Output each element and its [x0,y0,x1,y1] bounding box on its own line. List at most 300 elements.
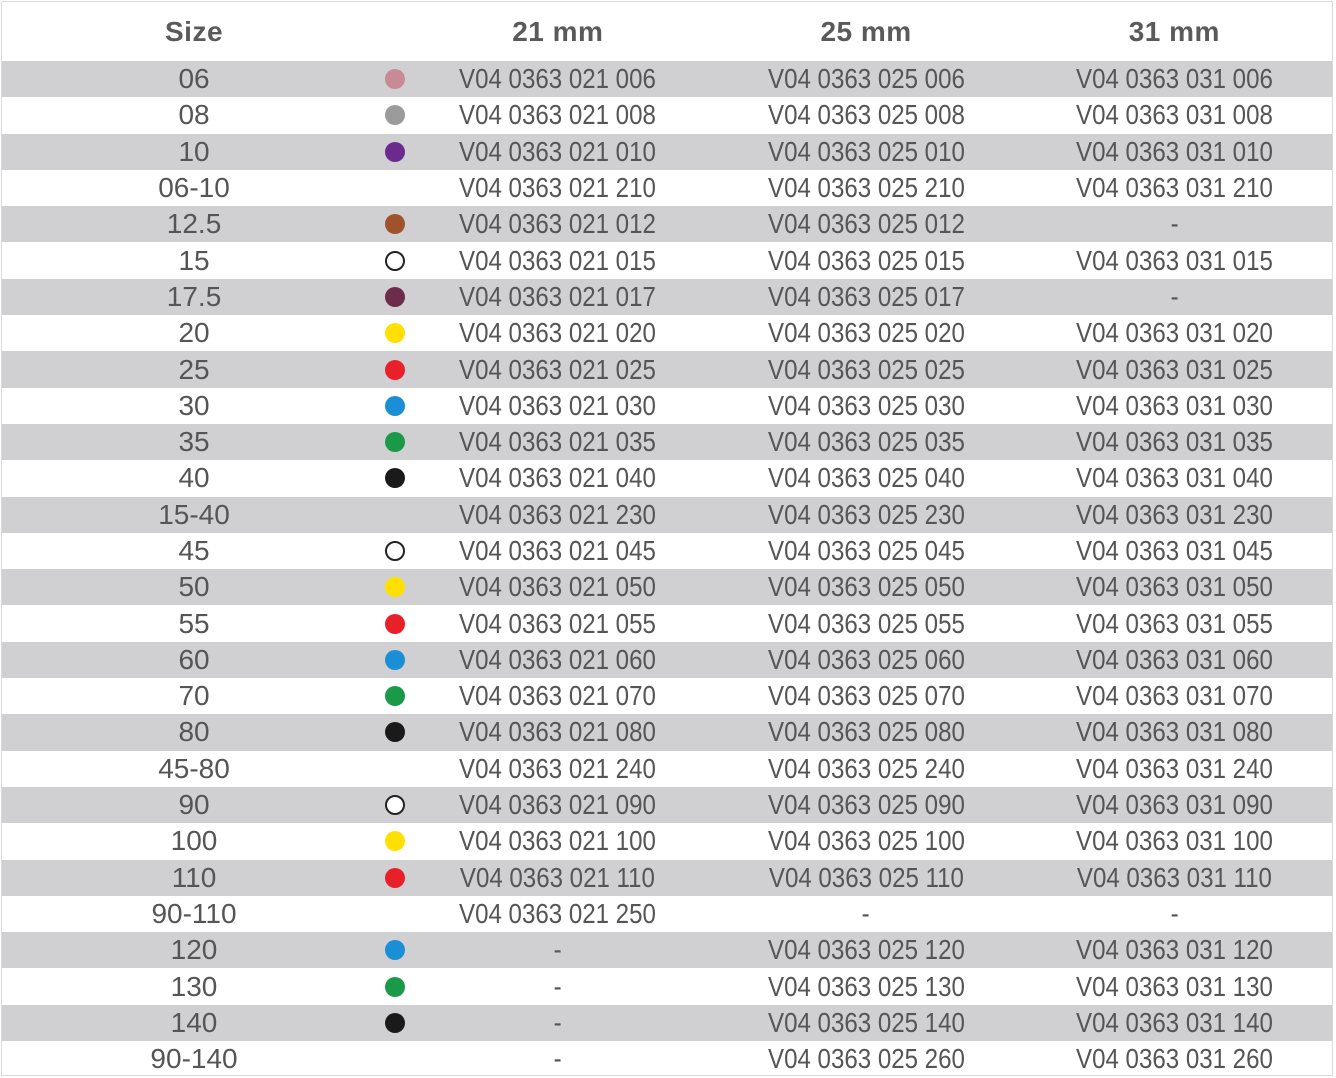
size-value: 100 [170,825,218,857]
article-number: V04 0363 021 012 [459,208,657,240]
code-cell-25mm [715,787,1016,823]
article-number: V04 0363 025 080 [767,716,965,748]
article-number: V04 0363 021 090 [459,789,657,821]
color-dot-icon [385,541,405,561]
article-number: V04 0363 025 110 [768,861,964,893]
size-value: 40 [178,462,210,494]
size-cell [2,388,386,424]
article-number: V04 0363 021 017 [459,280,657,312]
size-cell [2,569,386,605]
size-cell [2,206,386,242]
article-number: V04 0363 025 060 [767,643,965,675]
code-cell-25mm [715,497,1016,533]
code-cell-31mm [1017,896,1332,932]
color-cell [386,134,400,170]
table-row [2,678,1332,714]
size-cell [2,860,386,896]
article-number: V04 0363 021 055 [459,607,657,639]
code-cell-31mm [1017,678,1332,714]
code-cell-21mm [400,61,715,97]
color-dot-icon [385,722,405,742]
color-dot-icon [385,287,405,307]
code-cell-21mm [400,569,715,605]
color-cell [386,751,400,787]
size-cell [2,279,386,315]
size-value: 30 [178,389,210,421]
header-31mm: 31 mm [1128,15,1220,47]
code-cell-25mm [715,242,1016,278]
article-number: V04 0363 025 020 [767,317,965,349]
article-number: V04 0363 025 260 [767,1043,965,1075]
color-cell [386,1005,400,1041]
article-number: V04 0363 031 008 [1075,99,1273,131]
color-dot-icon [385,396,405,416]
code-cell-25mm [715,678,1016,714]
article-number: V04 0363 025 230 [767,498,965,530]
size-cell [2,1041,386,1077]
article-number: V04 0363 031 025 [1075,353,1273,385]
code-cell-31mm [1017,932,1332,968]
article-number: V04 0363 021 210 [459,172,657,204]
size-cell [2,968,386,1004]
header-21mm: 21 mm [512,15,604,47]
code-cell-25mm [715,460,1016,496]
table-row [2,642,1332,678]
article-number: V04 0363 021 030 [459,389,657,421]
article-number: V04 0363 025 070 [767,680,965,712]
code-cell-21mm [400,242,715,278]
code-cell-25mm [715,170,1016,206]
code-cell-31mm [1017,170,1332,206]
table-row [2,896,1332,932]
article-number: V04 0363 025 050 [767,571,965,603]
size-value: 17.5 [166,280,222,312]
code-cell-31mm [1017,388,1332,424]
size-cell [2,714,386,750]
article-number: V04 0363 025 040 [767,462,965,494]
size-value: 10 [178,135,210,167]
color-cell [386,424,400,460]
code-cell-31mm [1017,714,1332,750]
article-number: V04 0363 031 020 [1075,317,1273,349]
article-number: V04 0363 021 230 [459,498,657,530]
color-cell [386,932,400,968]
size-value: 15 [178,244,210,276]
code-cell-25mm [715,424,1016,460]
color-cell [386,823,400,859]
article-number: V04 0363 031 140 [1075,1006,1273,1038]
code-cell-21mm [400,751,715,787]
code-cell-31mm [1017,642,1332,678]
size-value: 06-10 [158,172,230,204]
article-number: V04 0363 021 020 [459,317,657,349]
size-cell [2,642,386,678]
article-number: V04 0363 021 035 [459,426,657,458]
code-cell-21mm [400,206,715,242]
article-number: V04 0363 025 240 [767,752,965,784]
table-row [2,206,1332,242]
header-color [386,2,400,61]
color-dot-icon [385,795,405,815]
table-row [2,61,1332,97]
table-row [2,1005,1332,1041]
color-dot-icon [385,323,405,343]
article-number: V04 0363 031 015 [1075,244,1273,276]
size-cell [2,932,386,968]
color-cell [386,787,400,823]
code-cell-21mm [400,533,715,569]
article-number: - [553,1006,562,1038]
size-value: 110 [171,861,217,893]
size-value: 25 [178,353,210,385]
code-cell-25mm [715,605,1016,641]
code-cell-21mm [400,968,715,1004]
size-cell [2,896,386,932]
header-row [2,2,1332,61]
code-cell-25mm [715,751,1016,787]
code-cell-31mm [1017,424,1332,460]
color-dot-icon [385,940,405,960]
color-cell [386,206,400,242]
size-value: 55 [178,607,210,639]
code-cell-25mm [715,279,1016,315]
article-number: V04 0363 031 050 [1075,571,1273,603]
table-row [2,605,1332,641]
article-number: V04 0363 025 030 [767,389,965,421]
size-value: 90 [178,789,210,821]
code-cell-21mm [400,351,715,387]
size-cell [2,678,386,714]
color-cell [386,242,400,278]
color-cell [386,678,400,714]
size-cell [2,315,386,351]
size-cell [2,751,386,787]
code-cell-25mm [715,97,1016,133]
article-number: V04 0363 025 006 [767,63,965,95]
code-cell-31mm [1017,61,1332,97]
code-cell-25mm [715,315,1016,351]
article-number: V04 0363 021 110 [460,861,656,893]
code-cell-25mm [715,1005,1016,1041]
article-number: V04 0363 031 035 [1075,426,1273,458]
article-number: V04 0363 031 045 [1075,535,1273,566]
code-cell-25mm [715,533,1016,569]
code-cell-31mm [1017,460,1332,496]
article-number: V04 0363 031 006 [1075,63,1273,95]
table-row [2,751,1332,787]
size-cell [2,1005,386,1041]
article-number: V04 0363 025 140 [767,1006,965,1038]
color-cell [386,315,400,351]
table-row [2,460,1332,496]
size-cell [2,460,386,496]
article-number: V04 0363 031 090 [1075,789,1273,821]
code-cell-21mm [400,860,715,896]
article-number: V04 0363 025 210 [767,172,965,204]
size-cell [2,787,386,823]
article-number: V04 0363 021 250 [459,897,657,929]
size-cell [2,97,386,133]
table-row [2,497,1332,533]
code-cell-25mm [715,1041,1016,1077]
code-cell-21mm [400,460,715,496]
color-cell [386,388,400,424]
table-row [2,714,1332,750]
article-number: - [553,1043,562,1075]
color-cell [386,896,400,932]
size-cell [2,242,386,278]
code-cell-25mm [715,642,1016,678]
article-number: V04 0363 031 080 [1075,716,1273,748]
code-cell-25mm [715,896,1016,932]
color-dot-icon [385,214,405,234]
article-number: V04 0363 031 055 [1075,607,1273,639]
size-cell [2,351,386,387]
code-cell-31mm [1017,351,1332,387]
article-number: V04 0363 031 100 [1075,825,1273,857]
size-value: 45-80 [158,752,230,784]
color-cell [386,351,400,387]
article-number: V04 0363 031 120 [1075,934,1273,966]
article-number: V04 0363 025 120 [767,934,965,966]
color-dot-icon [385,432,405,452]
table-row [2,569,1332,605]
code-cell-25mm [715,351,1016,387]
code-cell-21mm [400,279,715,315]
color-cell [386,61,400,97]
article-number: - [1170,280,1179,312]
size-cell [2,61,386,97]
article-number: V04 0363 021 008 [459,99,657,131]
code-cell-31mm [1017,497,1332,533]
size-value: 35 [178,426,210,458]
code-cell-21mm [400,823,715,859]
code-cell-25mm [715,932,1016,968]
article-number: V04 0363 021 045 [459,535,657,566]
color-cell [386,460,400,496]
table-row [2,97,1332,133]
code-cell-31mm [1017,569,1332,605]
color-dot-icon [385,468,405,488]
color-dot-icon [385,105,405,125]
size-value: 20 [178,317,210,349]
table-row [2,170,1332,206]
table-row [2,1041,1332,1077]
article-number: - [553,934,562,966]
color-cell [386,1041,400,1077]
code-cell-21mm [400,896,715,932]
size-cell [2,170,386,206]
code-cell-31mm [1017,1005,1332,1041]
table-row [2,134,1332,170]
code-cell-31mm [1017,787,1332,823]
code-cell-21mm [400,315,715,351]
size-value: 90-110 [151,897,237,929]
size-value: 45 [178,535,210,566]
table-row [2,932,1332,968]
color-cell [386,170,400,206]
code-cell-31mm [1017,605,1332,641]
code-cell-21mm [400,497,715,533]
size-cell [2,134,386,170]
code-cell-21mm [400,1041,715,1077]
article-number: V04 0363 031 130 [1075,970,1273,1002]
table-row [2,787,1332,823]
table-row [2,242,1332,278]
code-cell-21mm [400,170,715,206]
code-cell-25mm [715,823,1016,859]
color-cell [386,279,400,315]
article-number: V04 0363 025 090 [767,789,965,821]
article-number: V04 0363 021 240 [459,752,657,784]
table-row [2,315,1332,351]
size-value: 60 [178,643,210,675]
code-cell-31mm [1017,206,1332,242]
article-number: V04 0363 025 008 [767,99,965,131]
code-cell-31mm [1017,134,1332,170]
color-dot-icon [385,251,405,271]
article-number: V04 0363 031 240 [1075,752,1273,784]
code-cell-31mm [1017,279,1332,315]
color-dot-icon [385,686,405,706]
color-dot-icon [385,360,405,380]
size-value: 15-40 [158,498,230,530]
color-dot-icon [385,868,405,888]
article-number: V04 0363 031 060 [1075,643,1273,675]
table-row [2,823,1332,859]
article-number: V04 0363 021 070 [459,680,657,712]
code-cell-25mm [715,134,1016,170]
code-cell-21mm [400,134,715,170]
article-number: V04 0363 025 015 [767,244,965,276]
article-number: - [553,970,562,1002]
table-row [2,424,1332,460]
color-cell [386,860,400,896]
color-dot-icon [385,142,405,162]
size-value: 140 [170,1006,218,1038]
code-cell-25mm [715,61,1016,97]
code-cell-21mm [400,787,715,823]
size-value: 80 [178,716,210,748]
color-dot-icon [385,614,405,634]
code-cell-31mm [1017,968,1332,1004]
color-cell [386,533,400,569]
color-dot-icon [385,1013,405,1033]
header-25mm: 25 mm [820,15,912,47]
article-number: V04 0363 025 055 [767,607,965,639]
size-value: 130 [170,970,218,1002]
code-cell-25mm [715,968,1016,1004]
color-dot-icon [385,577,405,597]
table-row [2,968,1332,1004]
code-cell-31mm [1017,1041,1332,1077]
size-cell [2,497,386,533]
color-cell [386,569,400,605]
size-value: 70 [178,680,210,712]
color-dot-icon [385,69,405,89]
size-cell [2,823,386,859]
size-cell [2,424,386,460]
color-dot-icon [385,831,405,851]
table-row [2,533,1332,569]
article-number: - [862,897,871,929]
table-body [2,61,1332,1077]
code-cell-31mm [1017,242,1332,278]
code-cell-25mm [715,388,1016,424]
size-cell [2,605,386,641]
size-value: 120 [170,934,218,966]
table-row [2,388,1332,424]
code-cell-25mm [715,714,1016,750]
article-number: V04 0363 031 030 [1075,389,1273,421]
article-number: V04 0363 025 100 [767,825,965,857]
article-number: V04 0363 021 040 [459,462,657,494]
article-number: V04 0363 031 260 [1075,1043,1273,1075]
code-cell-31mm [1017,751,1332,787]
article-number: V04 0363 021 060 [459,643,657,675]
color-cell [386,714,400,750]
code-cell-21mm [400,642,715,678]
color-cell [386,97,400,133]
header-size: Size [165,15,224,47]
table-row [2,351,1332,387]
article-number: V04 0363 021 050 [459,571,657,603]
article-number: V04 0363 031 230 [1075,498,1273,530]
table-row [2,279,1332,315]
color-dot-icon [385,650,405,670]
code-cell-25mm [715,206,1016,242]
color-dot-icon [385,977,405,997]
article-number: V04 0363 021 010 [459,135,657,167]
code-cell-21mm [400,424,715,460]
article-number: V04 0363 025 010 [767,135,965,167]
article-number: V04 0363 031 010 [1075,135,1273,167]
size-value: 50 [178,571,210,603]
size-cell [2,533,386,569]
code-cell-31mm [1017,315,1332,351]
article-number: V04 0363 025 130 [767,970,965,1002]
color-cell [386,497,400,533]
color-cell [386,968,400,1004]
article-number: V04 0363 021 025 [459,353,657,385]
article-number: V04 0363 021 006 [459,63,657,95]
color-cell [386,642,400,678]
article-number: V04 0363 025 012 [767,208,965,240]
table-row [2,860,1332,896]
code-cell-21mm [400,678,715,714]
article-number: V04 0363 025 025 [767,353,965,385]
article-number: V04 0363 021 100 [459,825,657,857]
size-value: 08 [178,99,210,131]
article-number: V04 0363 031 110 [1076,861,1272,893]
article-number: V04 0363 025 017 [767,280,965,312]
code-cell-21mm [400,97,715,133]
code-cell-31mm [1017,823,1332,859]
article-number: V04 0363 025 035 [767,426,965,458]
code-cell-21mm [400,605,715,641]
article-number: - [1170,208,1179,240]
code-cell-25mm [715,860,1016,896]
article-number: V04 0363 021 015 [459,244,657,276]
code-cell-21mm [400,714,715,750]
article-number: - [1170,897,1179,929]
code-cell-21mm [400,388,715,424]
article-number: V04 0363 031 070 [1075,680,1273,712]
code-cell-25mm [715,569,1016,605]
code-cell-21mm [400,1005,715,1041]
table-header [2,2,1332,61]
size-value: 12.5 [166,208,222,240]
